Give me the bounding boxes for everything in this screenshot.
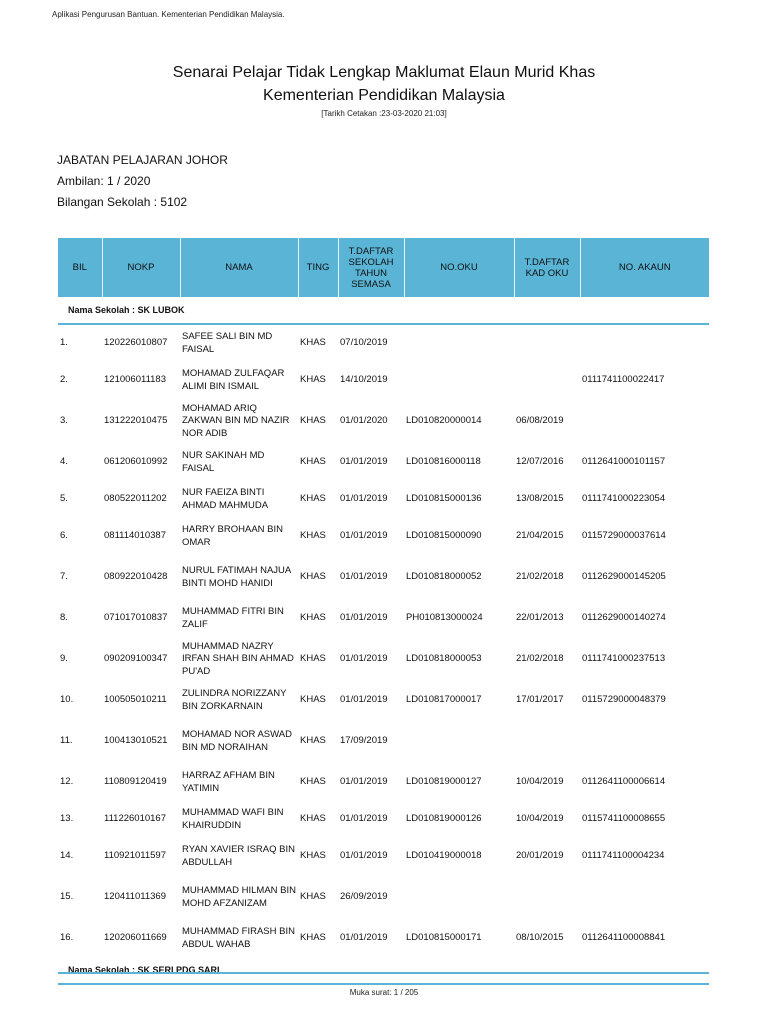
print-date: [Tarikh Cetakan :23-03-2020 21:03] [321, 109, 447, 118]
cell-tdaftar-oku: 22/01/2013 [516, 612, 564, 624]
cell-nama: MUHAMMAD FITRI BIN ZALIF [182, 606, 284, 630]
cell-bil: 14. [60, 850, 74, 862]
cell-akaun: 0112641100006614 [582, 776, 666, 788]
cell-ting: KHAS [300, 456, 326, 468]
cell-ting: KHAS [300, 415, 326, 427]
cell-akaun: 0115741100008655 [582, 813, 666, 825]
table-row [58, 682, 709, 719]
cell-akaun: 0111741100004234 [582, 850, 665, 862]
cell-nokp: 080522011202 [104, 493, 167, 505]
cell-akaun: 0112629000140274 [582, 612, 666, 624]
cell-nooku: LD010818000053 [406, 653, 482, 665]
cell-akaun: 0112641000101157 [582, 456, 666, 468]
cell-ting: KHAS [300, 776, 326, 788]
cell-nokp: 120206011669 [104, 932, 167, 944]
cell-nooku [404, 324, 514, 362]
table-row [58, 362, 709, 399]
cell-tdaftar: 14/10/2019 [340, 374, 388, 386]
table-row [58, 637, 709, 682]
cell-nooku [404, 719, 514, 764]
cell-akaun [580, 399, 709, 444]
cell-tdaftar: 01/01/2019 [340, 612, 388, 624]
cell-nooku: LD010815000171 [406, 932, 482, 944]
cell-akaun: 0112629000145205 [582, 571, 666, 583]
col-nooku: NO.OKU [404, 238, 514, 297]
cell-nama: HARRY BROHAAN BIN OMAR [182, 524, 284, 548]
cell-bil: 9. [60, 653, 68, 665]
table-row [58, 801, 709, 838]
table-row [58, 444, 709, 481]
cell-tdaftar: 26/09/2019 [340, 891, 388, 903]
cell-nooku: LD010819000126 [406, 813, 482, 825]
cell-nokp: 121006011183 [104, 374, 166, 386]
cell-akaun [580, 719, 709, 764]
cell-nama: ZULINDRA NORIZZANY BIN ZORKARNAIN [182, 688, 287, 712]
cell-nooku: LD010818000052 [406, 571, 482, 583]
col-tdaftar: T.DAFTAR SEKOLAH TAHUN SEMASA [338, 238, 404, 297]
footer-divider [58, 972, 709, 974]
cell-nokp: 120226010807 [104, 337, 168, 349]
cell-bil: 2. [60, 374, 68, 386]
cell-nama: MUHAMMAD WAFI BIN KHAIRUDDIN [182, 807, 284, 831]
cell-nama: SAFEE SALI BIN MD FAISAL [182, 331, 273, 355]
intake-label: Ambilan: 1 / 2020 [57, 174, 151, 188]
cell-bil: 5. [60, 493, 68, 505]
cell-bil: 8. [60, 612, 68, 624]
cell-tdaftar-oku: 08/10/2015 [516, 932, 564, 944]
cell-nama: RYAN XAVIER ISRAQ BIN ABDULLAH [182, 844, 295, 868]
cell-akaun: 0111741000237513 [582, 653, 666, 665]
cell-akaun [580, 875, 709, 920]
cell-akaun: 0111741100022417 [582, 374, 665, 386]
cell-ting: KHAS [300, 612, 326, 624]
cell-ting: KHAS [300, 374, 326, 386]
cell-nokp: 120411011369 [104, 891, 166, 903]
cell-ting: KHAS [300, 571, 326, 583]
cell-bil: 1. [60, 337, 68, 349]
cell-akaun: 0115729000037614 [582, 530, 666, 542]
cell-tdaftar: 01/01/2019 [340, 813, 388, 825]
school-row [58, 957, 709, 984]
cell-tdaftar: 01/01/2019 [340, 850, 388, 862]
school-name: Nama Sekolah : SK LUBOK [58, 297, 709, 324]
cell-nama: MOHAMAD ZULFAQAR ALIMI BIN ISMAIL [182, 368, 285, 392]
cell-ting: KHAS [300, 932, 326, 944]
cell-ting: KHAS [300, 694, 326, 706]
cell-nooku: LD010419000018 [406, 850, 482, 862]
table-row [58, 764, 709, 801]
page-number: Muka surat: 1 / 205 [349, 988, 419, 997]
cell-nama: NUR SAKINAH MD FAISAL [182, 450, 265, 474]
cell-nokp: 061206010992 [104, 456, 168, 468]
cell-tdaftar: 01/01/2019 [340, 493, 388, 505]
cell-tdaftar-oku: 12/07/2016 [516, 456, 564, 468]
report-title: Senarai Pelajar Tidak Lengkap Maklumat Elaun Murid Khas [172, 64, 596, 81]
cell-tdaftar-oku [514, 875, 580, 920]
cell-ting: KHAS [300, 891, 326, 903]
table-row [58, 555, 709, 600]
cell-nooku: LD010816000118 [406, 456, 481, 468]
col-ting: TING [298, 238, 338, 297]
table-row [58, 719, 709, 764]
cell-ting: KHAS [300, 850, 326, 862]
cell-ting: KHAS [300, 653, 326, 665]
cell-tdaftar: 01/01/2019 [340, 653, 388, 665]
cell-nooku: LD010815000090 [406, 530, 482, 542]
cell-ting: KHAS [300, 735, 326, 747]
cell-nooku: PH010813000024 [406, 612, 483, 624]
cell-akaun [580, 324, 709, 362]
cell-tdaftar: 01/01/2019 [340, 932, 388, 944]
table-row [58, 875, 709, 920]
cell-nooku: LD010817000017 [406, 694, 482, 706]
cell-nooku [404, 875, 514, 920]
cell-nama: MUHAMMAD HILMAN BIN MOHD AFZANIZAM [182, 885, 297, 909]
cell-nokp: 071017010837 [104, 612, 168, 624]
cell-tdaftar: 07/10/2019 [340, 337, 388, 349]
cell-bil: 3. [60, 415, 68, 427]
school-count-label: Bilangan Sekolah : 5102 [57, 195, 188, 209]
table-row [58, 518, 709, 555]
cell-nokp: 081114010387 [104, 530, 166, 542]
cell-tdaftar-oku [514, 362, 580, 399]
cell-nama: MOHAMAD NOR ASWAD BIN MD NORAIHAN [182, 729, 292, 753]
table-row [58, 838, 709, 875]
cell-tdaftar: 01/01/2019 [340, 571, 388, 583]
col-nokp: NOKP [102, 238, 180, 297]
cell-ting: KHAS [300, 813, 326, 825]
cell-tdaftar-oku: 10/04/2019 [516, 813, 564, 825]
cell-nokp: 110809120419 [104, 776, 167, 788]
cell-nokp: 100505010211 [104, 694, 167, 706]
cell-nooku: LD010819000127 [406, 776, 482, 788]
cell-bil: 10. [60, 694, 74, 706]
col-nama: NAMA [180, 238, 298, 297]
cell-tdaftar: 17/09/2019 [340, 735, 388, 747]
school-row [58, 297, 709, 324]
cell-ting: KHAS [300, 493, 326, 505]
report-subtitle: Kementerian Pendidikan Malaysia [263, 87, 505, 104]
cell-tdaftar-oku [514, 719, 580, 764]
cell-tdaftar-oku: 21/02/2018 [516, 653, 564, 665]
cell-tdaftar: 01/01/2019 [340, 530, 388, 542]
school-name: Nama Sekolah : SK SERI PDG SARI [58, 957, 709, 984]
table-row [58, 600, 709, 637]
cell-ting: KHAS [300, 337, 326, 349]
table-header-row [58, 238, 709, 297]
cell-akaun: 0112641100008841 [582, 932, 666, 944]
cell-nokp: 080922010428 [104, 571, 168, 583]
cell-nama: MUHAMMAD FIRASH BIN ABDUL WAHAB [182, 926, 295, 950]
table-row [58, 920, 709, 957]
table-row [58, 481, 709, 518]
cell-nokp: 131222010475 [104, 415, 168, 427]
cell-nama: NURUL FATIMAH NAJUA BINTI MOHD HANIDI [182, 565, 291, 589]
cell-tdaftar-oku: 10/04/2019 [516, 776, 564, 788]
cell-bil: 7. [60, 571, 68, 583]
cell-tdaftar: 01/01/2019 [340, 456, 388, 468]
cell-tdaftar-oku: 21/02/2018 [516, 571, 564, 583]
table-row [58, 324, 709, 362]
col-tdaftar-oku: T.DAFTAR KAD OKU [514, 238, 580, 297]
cell-tdaftar-oku [514, 324, 580, 362]
cell-tdaftar-oku: 21/04/2015 [516, 530, 564, 542]
cell-ting: KHAS [300, 530, 326, 542]
cell-tdaftar-oku: 06/08/2019 [516, 415, 564, 427]
cell-bil: 4. [60, 456, 68, 468]
cell-nama: NUR FAEIZA BINTI AHMAD MAHMUDA [182, 487, 269, 511]
cell-nokp: 110921011597 [104, 850, 166, 862]
col-bil: BIL [58, 238, 102, 297]
cell-bil: 16. [60, 932, 74, 944]
cell-tdaftar-oku: 17/01/2017 [516, 694, 564, 706]
cell-nooku: LD010820000014 [406, 415, 482, 427]
department-label: JABATAN PELAJARAN JOHOR [57, 153, 228, 167]
cell-nokp: 090209100347 [104, 653, 168, 665]
cell-akaun: 0115729000048379 [582, 694, 666, 706]
cell-nooku: LD010815000136 [406, 493, 482, 505]
cell-akaun: 0111741000223054 [582, 493, 666, 505]
cell-nama: MOHAMAD ARIQ ZAKWAN BIN MD NAZIR NOR ADIB [182, 402, 290, 439]
cell-nokp: 100413010521 [104, 735, 168, 747]
cell-nooku [404, 362, 514, 399]
cell-bil: 15. [60, 891, 74, 903]
cell-bil: 12. [60, 776, 74, 788]
cell-bil: 11. [60, 735, 73, 747]
col-akaun: NO. AKAUN [580, 238, 709, 297]
student-table [58, 238, 709, 985]
cell-tdaftar-oku: 20/01/2019 [516, 850, 564, 862]
cell-tdaftar: 01/01/2019 [340, 776, 388, 788]
cell-tdaftar: 01/01/2019 [340, 694, 388, 706]
cell-tdaftar: 01/01/2020 [340, 415, 388, 427]
cell-nokp: 111226010167 [104, 813, 166, 825]
table-row [58, 399, 709, 444]
cell-bil: 13. [60, 813, 74, 825]
cell-nama: MUHAMMAD NAZRY IRFAN SHAH BIN AHMAD PU'AD [182, 640, 294, 677]
cell-tdaftar-oku: 13/08/2015 [516, 493, 564, 505]
cell-nama: HARRAZ AFHAM BIN YATIMIN [182, 770, 275, 794]
app-header-note: Aplikasi Pengurusan Bantuan. Kementerian Pendidikan Malaysia. [52, 10, 285, 19]
cell-bil: 6. [60, 530, 68, 542]
